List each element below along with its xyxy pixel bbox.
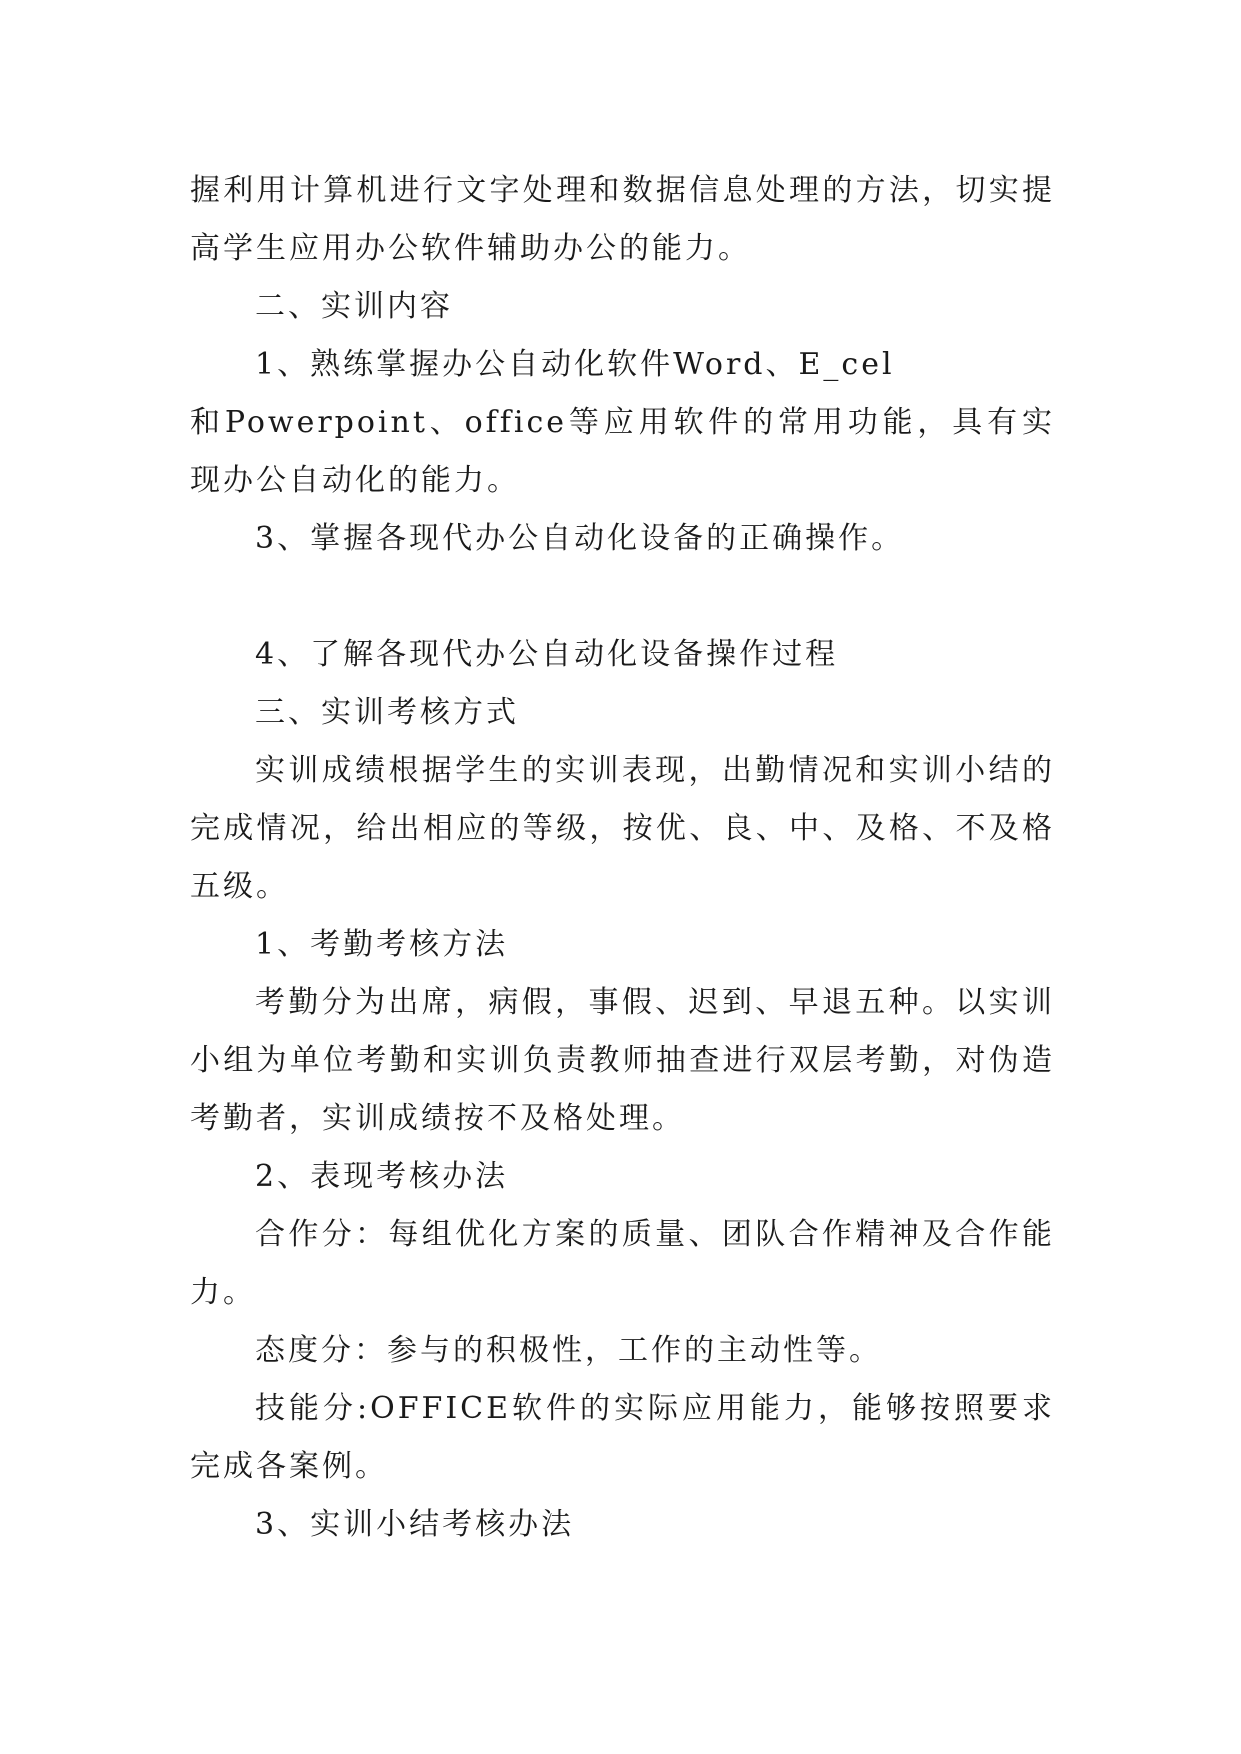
list-item-1-continued: 和Powerpoint、office等应用软件的常用功能，具有实现办公自动化的能力。: [190, 405, 1055, 498]
list-item-4: 4、了解各现代办公自动化设备操作过程: [255, 637, 839, 672]
subheading-performance: 2、表现考核办法: [255, 1159, 509, 1194]
list-item-3: 3、掌握各现代办公自动化设备的正确操作。: [255, 521, 905, 556]
document-body: [190, 162, 1055, 1554]
section-heading-assessment: 三、实训考核方式: [255, 695, 519, 730]
paragraph-grading: 实训成绩根据学生的实训表现，出勤情况和实训小结的完成情况，给出相应的等级，按优、良、中、及格、不及格五级。: [190, 753, 1055, 904]
subheading-attendance: 1、考勤考核方法: [255, 927, 509, 962]
section-heading-training-content: 二、实训内容: [255, 289, 453, 324]
list-item-1: 1、熟练掌握办公自动化软件Word、E_cel: [255, 347, 895, 382]
paragraph-skills: 技能分:OFFICE软件的实际应用能力，能够按照要求完成各案例。: [190, 1391, 1055, 1484]
paragraph-1: 握利用计算机进行文字处理和数据信息处理的方法，切实提高学生应用办公软件辅助办公的能力。: [190, 173, 1055, 266]
paragraph-cooperation: 合作分：每组优化方案的质量、团队合作精神及合作能力。: [190, 1217, 1055, 1310]
paragraph-attendance: 考勤分为出席，病假，事假、迟到、早退五种。以实训小组为单位考勤和实训负责教师抽查进行双层考勤，对伪造考勤者，实训成绩按不及格处理。: [190, 985, 1055, 1136]
subheading-summary: 3、实训小结考核办法: [255, 1507, 575, 1542]
paragraph-attitude: 态度分：参与的积极性，工作的主动性等。: [255, 1333, 882, 1368]
